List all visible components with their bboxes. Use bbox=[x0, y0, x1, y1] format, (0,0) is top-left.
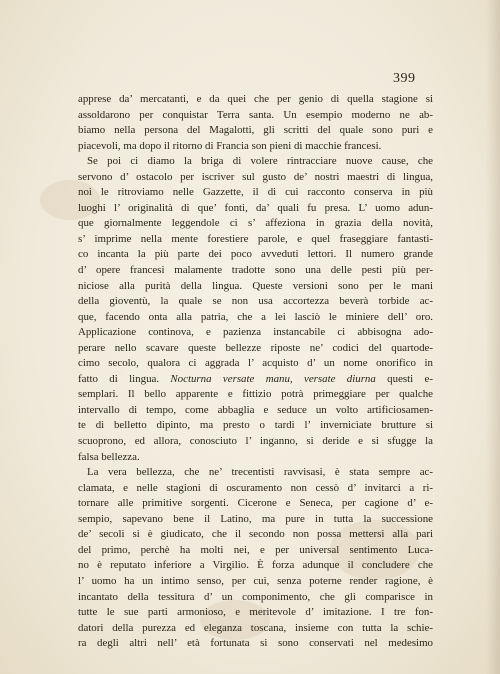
text-line: que, facendo onta alla patria, che a lei lasciò le miniere dell’ oro. bbox=[78, 310, 433, 323]
text-line: intervallo di tempo, come abbaglia e seduce un volto artificiosamen- bbox=[78, 403, 433, 416]
text-line: del primo, perchè ha molti nei, e per universal sentimento Luca- bbox=[78, 543, 433, 556]
text-line: d’ opere francesi malamente tradotte sono una delle pesti più per- bbox=[78, 264, 433, 277]
text-line: datori della purezza ed eleganza toscana, insieme con tutta la schie- bbox=[78, 621, 433, 634]
text-line: s’ imprime nella mente forestiere parole, e quel fraseggiare fantasti- bbox=[78, 232, 433, 245]
text-line: servono d’ ostacolo per iscriver sul gusto de’ nostri maestri di lingua, bbox=[78, 170, 433, 183]
text-line: te di belletto dipinto, ma presto o tardi l’ invernicìate brutture si bbox=[78, 419, 433, 432]
text-line: l’ uomo ha un intimo senso, per cui, senza poterne render ragione, è bbox=[78, 574, 433, 587]
text-line: falsa bellezza. bbox=[78, 450, 140, 463]
text-line: apprese da’ mercatanti, e da quei che per genio di quella stagione si bbox=[78, 93, 433, 105]
page-edge-shadow bbox=[486, 0, 500, 674]
page-number: 399 bbox=[393, 71, 416, 86]
text-line: cimo secolo, qualora ci aggrada l’ acquisto d’ un nome onorifico in bbox=[78, 357, 433, 370]
body-text bbox=[78, 92, 433, 652]
paragraph bbox=[78, 92, 433, 154]
text-line: semplari. Il bello apparente e fittizio potrà primeggiare per qualche bbox=[78, 388, 433, 401]
text-line: co incanta la più parte dei poco avveduti lettori. Il numero grande bbox=[78, 248, 433, 261]
text-line: incantato della tessitura d’ un componimento, che gli comparisce in bbox=[78, 590, 433, 603]
text-line: clamata, e nelle stagioni di oscuramento non cessò d’ invitarci a ri- bbox=[78, 481, 433, 494]
text-line: tornare alle primitive sorgenti. Cicerone e Seneca, per cagione d’ e- bbox=[78, 497, 433, 510]
text-line: luoghi l’ originalità di que’ fonti, da’ quali fu presa. L’ uomo adun- bbox=[78, 201, 433, 214]
text-line: biamo nella persona del Magalotti, gli scritti del quale sono puri e bbox=[78, 124, 433, 137]
text-line: sempio, sapevano bene il Latino, ma pure in tutta la successione bbox=[78, 512, 433, 525]
text-line: La vera bellezza, che ne’ trecentisti ravvisasi, è stata sempre ac- bbox=[87, 466, 433, 479]
text-line: scuoprono, ed allora, conosciuto l’ inganno, si deride e si sfugge la bbox=[78, 435, 433, 448]
text-line: Applicazione continova, e pazienza instancabile ci abbisogna ado- bbox=[78, 326, 433, 339]
text-line: fatto di lingua. Nocturna versate manu, versate diurna questi e- bbox=[78, 372, 433, 385]
text-line: tutte le sue parti armonioso, e meritevole d’ imitazione. I tre fon- bbox=[78, 606, 433, 619]
text-line: no è reputato inferiore a Virgilio. È forza adunque il concludere che bbox=[78, 559, 433, 572]
paragraph bbox=[78, 465, 433, 652]
text-line: della gioventù, la quale se non usa accortezza beverà torbide ac- bbox=[78, 295, 433, 308]
text-line: niciose alla purità della lingua. Queste versioni sono per le mani bbox=[78, 279, 433, 292]
text-line: de’ secoli si è giudicato, che il secondo non possa mettersi alla pari bbox=[78, 528, 433, 541]
text-line: perare nello scavare queste bellezze riposte ne’ codici del quartode- bbox=[78, 341, 433, 354]
paragraph bbox=[78, 154, 433, 465]
text-line: Se poi ci diamo la briga di volere rintracciare nuove cause, che bbox=[87, 155, 433, 168]
text-line: noi le ritroviamo nelle Gazzette, il di cui racconto conserva in più bbox=[78, 186, 433, 199]
text-line: piacevoli, ma dopo il ritorno di Francia son pieni di macchie francesi. bbox=[78, 139, 382, 152]
text-line: ra degli altri nell’ età fortunata si sono conservati nel medesimo bbox=[78, 637, 433, 650]
text-line: assoldarono per conquistar Terra santa. Un esempio moderno ne ab- bbox=[78, 108, 433, 121]
text-line: que giornalmente leggendole ci s’ affeziona in grazia della novità, bbox=[78, 217, 433, 230]
